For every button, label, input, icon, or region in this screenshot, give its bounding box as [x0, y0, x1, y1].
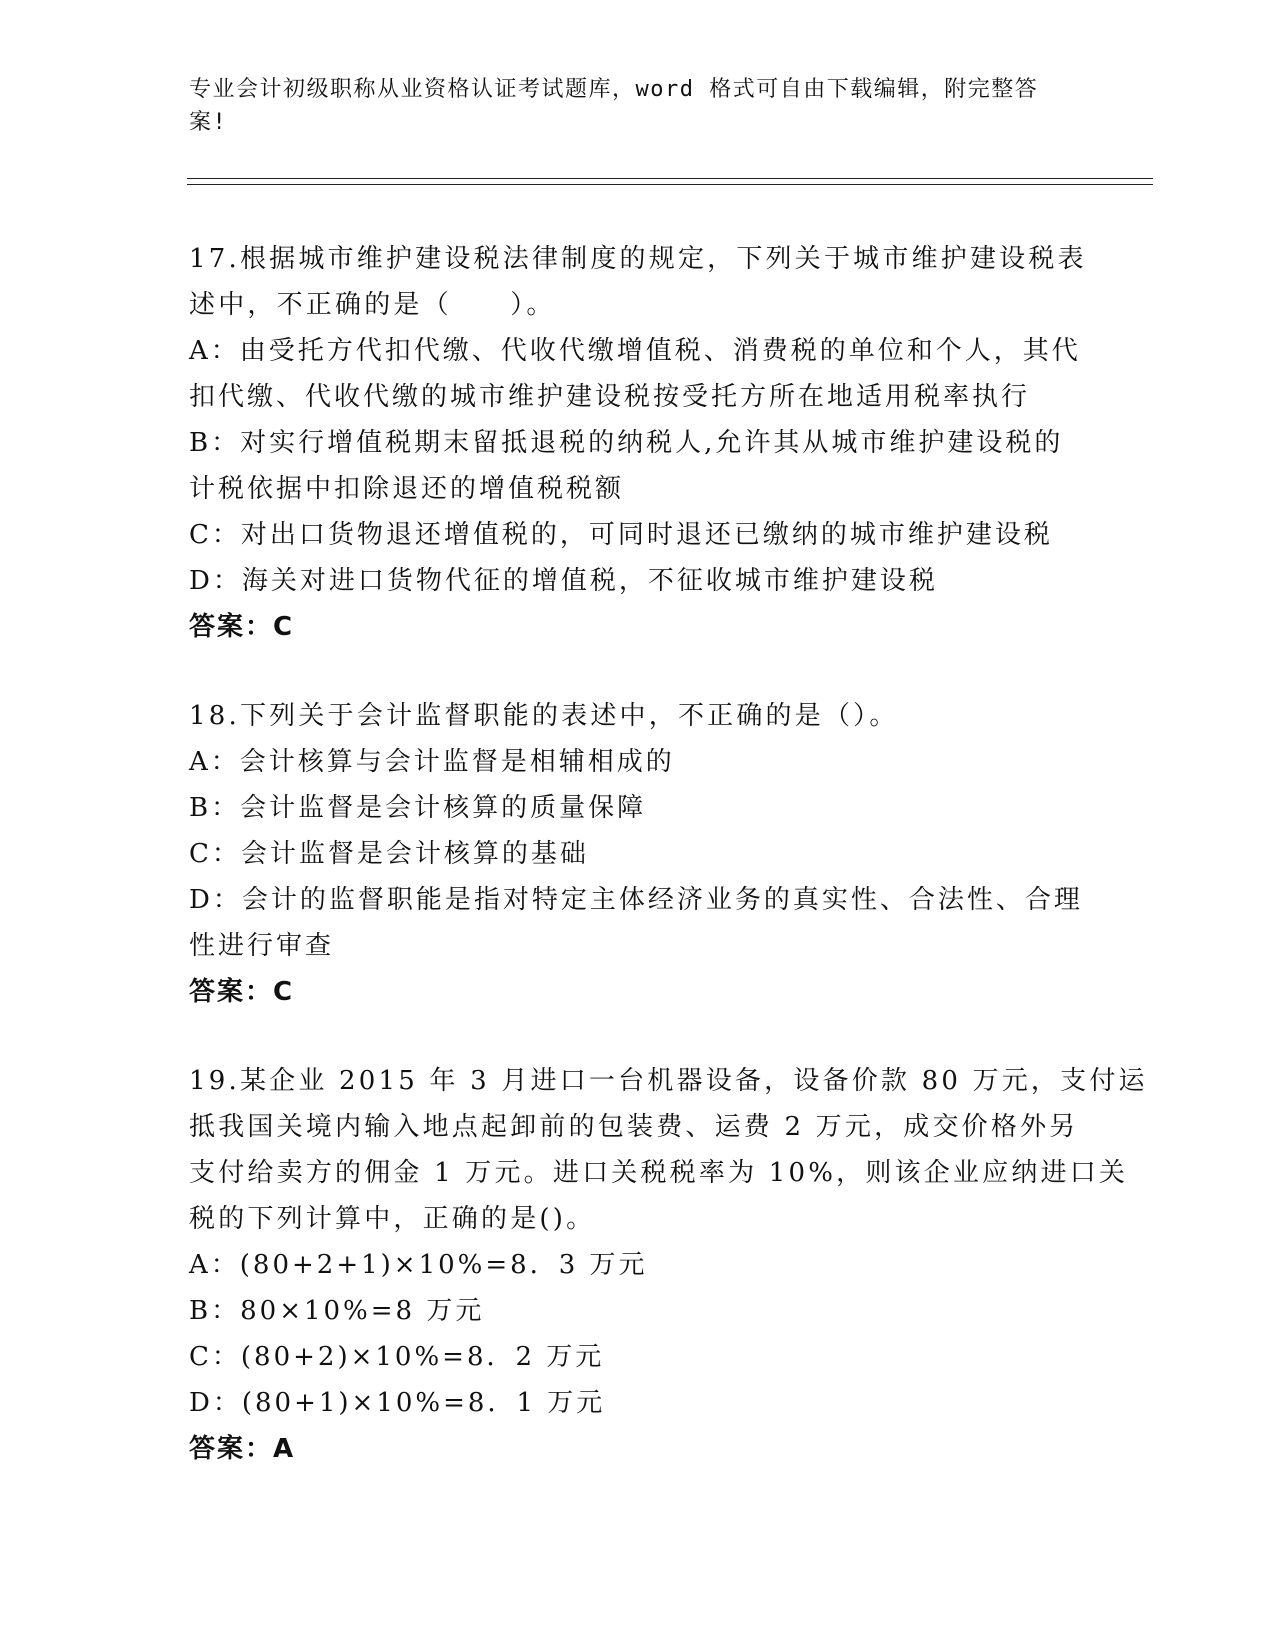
option-d-line: D：海关对进口货物代征的增值税，不征收城市维护建设税	[189, 566, 938, 596]
header-line: 案!	[189, 110, 228, 135]
question-18	[189, 693, 1089, 1015]
option-c-line: C：对出口货物退还增值税的，可同时退还已缴纳的城市维护建设税	[189, 520, 1053, 550]
stem-line: 支付给卖方的佣金 1 万元。进口关税税率为 10%，则该企业应纳进口关	[189, 1158, 1129, 1188]
stem-line: 述中，不正确的是（ ）。	[189, 290, 556, 320]
question-options	[189, 1242, 1089, 1426]
option-c-line: C：(80+2)×10%=8．2 万元	[189, 1342, 605, 1372]
document-header	[189, 73, 1079, 139]
header-divider-bottom	[187, 184, 1153, 185]
question-stem	[189, 236, 1089, 328]
option-b-line: B：会计监督是会计核算的质量保障	[189, 793, 647, 823]
question-17	[189, 236, 1089, 650]
option-b-line: B：80×10%=8 万元	[189, 1296, 485, 1326]
stem-line: 17.根据城市维护建设税法律制度的规定，下列关于城市维护建设税表	[189, 244, 1087, 274]
question-options	[189, 328, 1089, 604]
answer-line: 答案：C	[189, 977, 295, 1007]
option-d-line: 性进行审查	[189, 931, 335, 961]
stem-line: 19.某企业 2015 年 3 月进口一台机器设备，设备价款 80 万元，支付运	[189, 1066, 1148, 1096]
header-divider-top	[187, 178, 1153, 179]
option-b-line: 计税依据中扣除退还的增值税税额	[189, 474, 625, 504]
stem-line: 18.下列关于会计监督职能的表述中，不正确的是（）。	[189, 701, 899, 731]
option-a-line: A：会计核算与会计监督是相辅相成的	[189, 747, 675, 777]
question-stem	[189, 693, 1089, 739]
option-c-line: C：会计监督是会计核算的基础	[189, 839, 589, 869]
header-line: 专业会计初级职称从业资格认证考试题库，word 格式可自由下载编辑，附完整答	[189, 77, 1039, 102]
question-stem	[189, 1058, 1148, 1242]
stem-line: 税的下列计算中，正确的是()。	[189, 1204, 596, 1234]
stem-line: 抵我国关境内输入地点起卸前的包装费、运费 2 万元，成交价格外另	[189, 1112, 1079, 1142]
answer-line: 答案：C	[189, 612, 295, 642]
option-d-line: D：(80+1)×10%=8．1 万元	[189, 1388, 606, 1418]
question-19	[189, 1058, 1148, 1472]
option-a-line: A：由受托方代扣代缴、代收代缴增值税、消费税的单位和个人，其代	[189, 336, 1081, 366]
option-a-line: 扣代缴、代收代缴的城市维护建设税按受托方所在地适用税率执行	[189, 382, 1031, 412]
answer-line: 答案：A	[189, 1434, 296, 1464]
question-options	[189, 739, 1089, 969]
option-a-line: A：(80+2+1)×10%=8．3 万元	[189, 1250, 648, 1280]
option-b-line: B：对实行增值税期末留抵退税的纳税人,允许其从城市维护建设税的	[189, 428, 1064, 458]
option-d-line: D：会计的监督职能是指对特定主体经济业务的真实性、合法性、合理	[189, 885, 1083, 915]
